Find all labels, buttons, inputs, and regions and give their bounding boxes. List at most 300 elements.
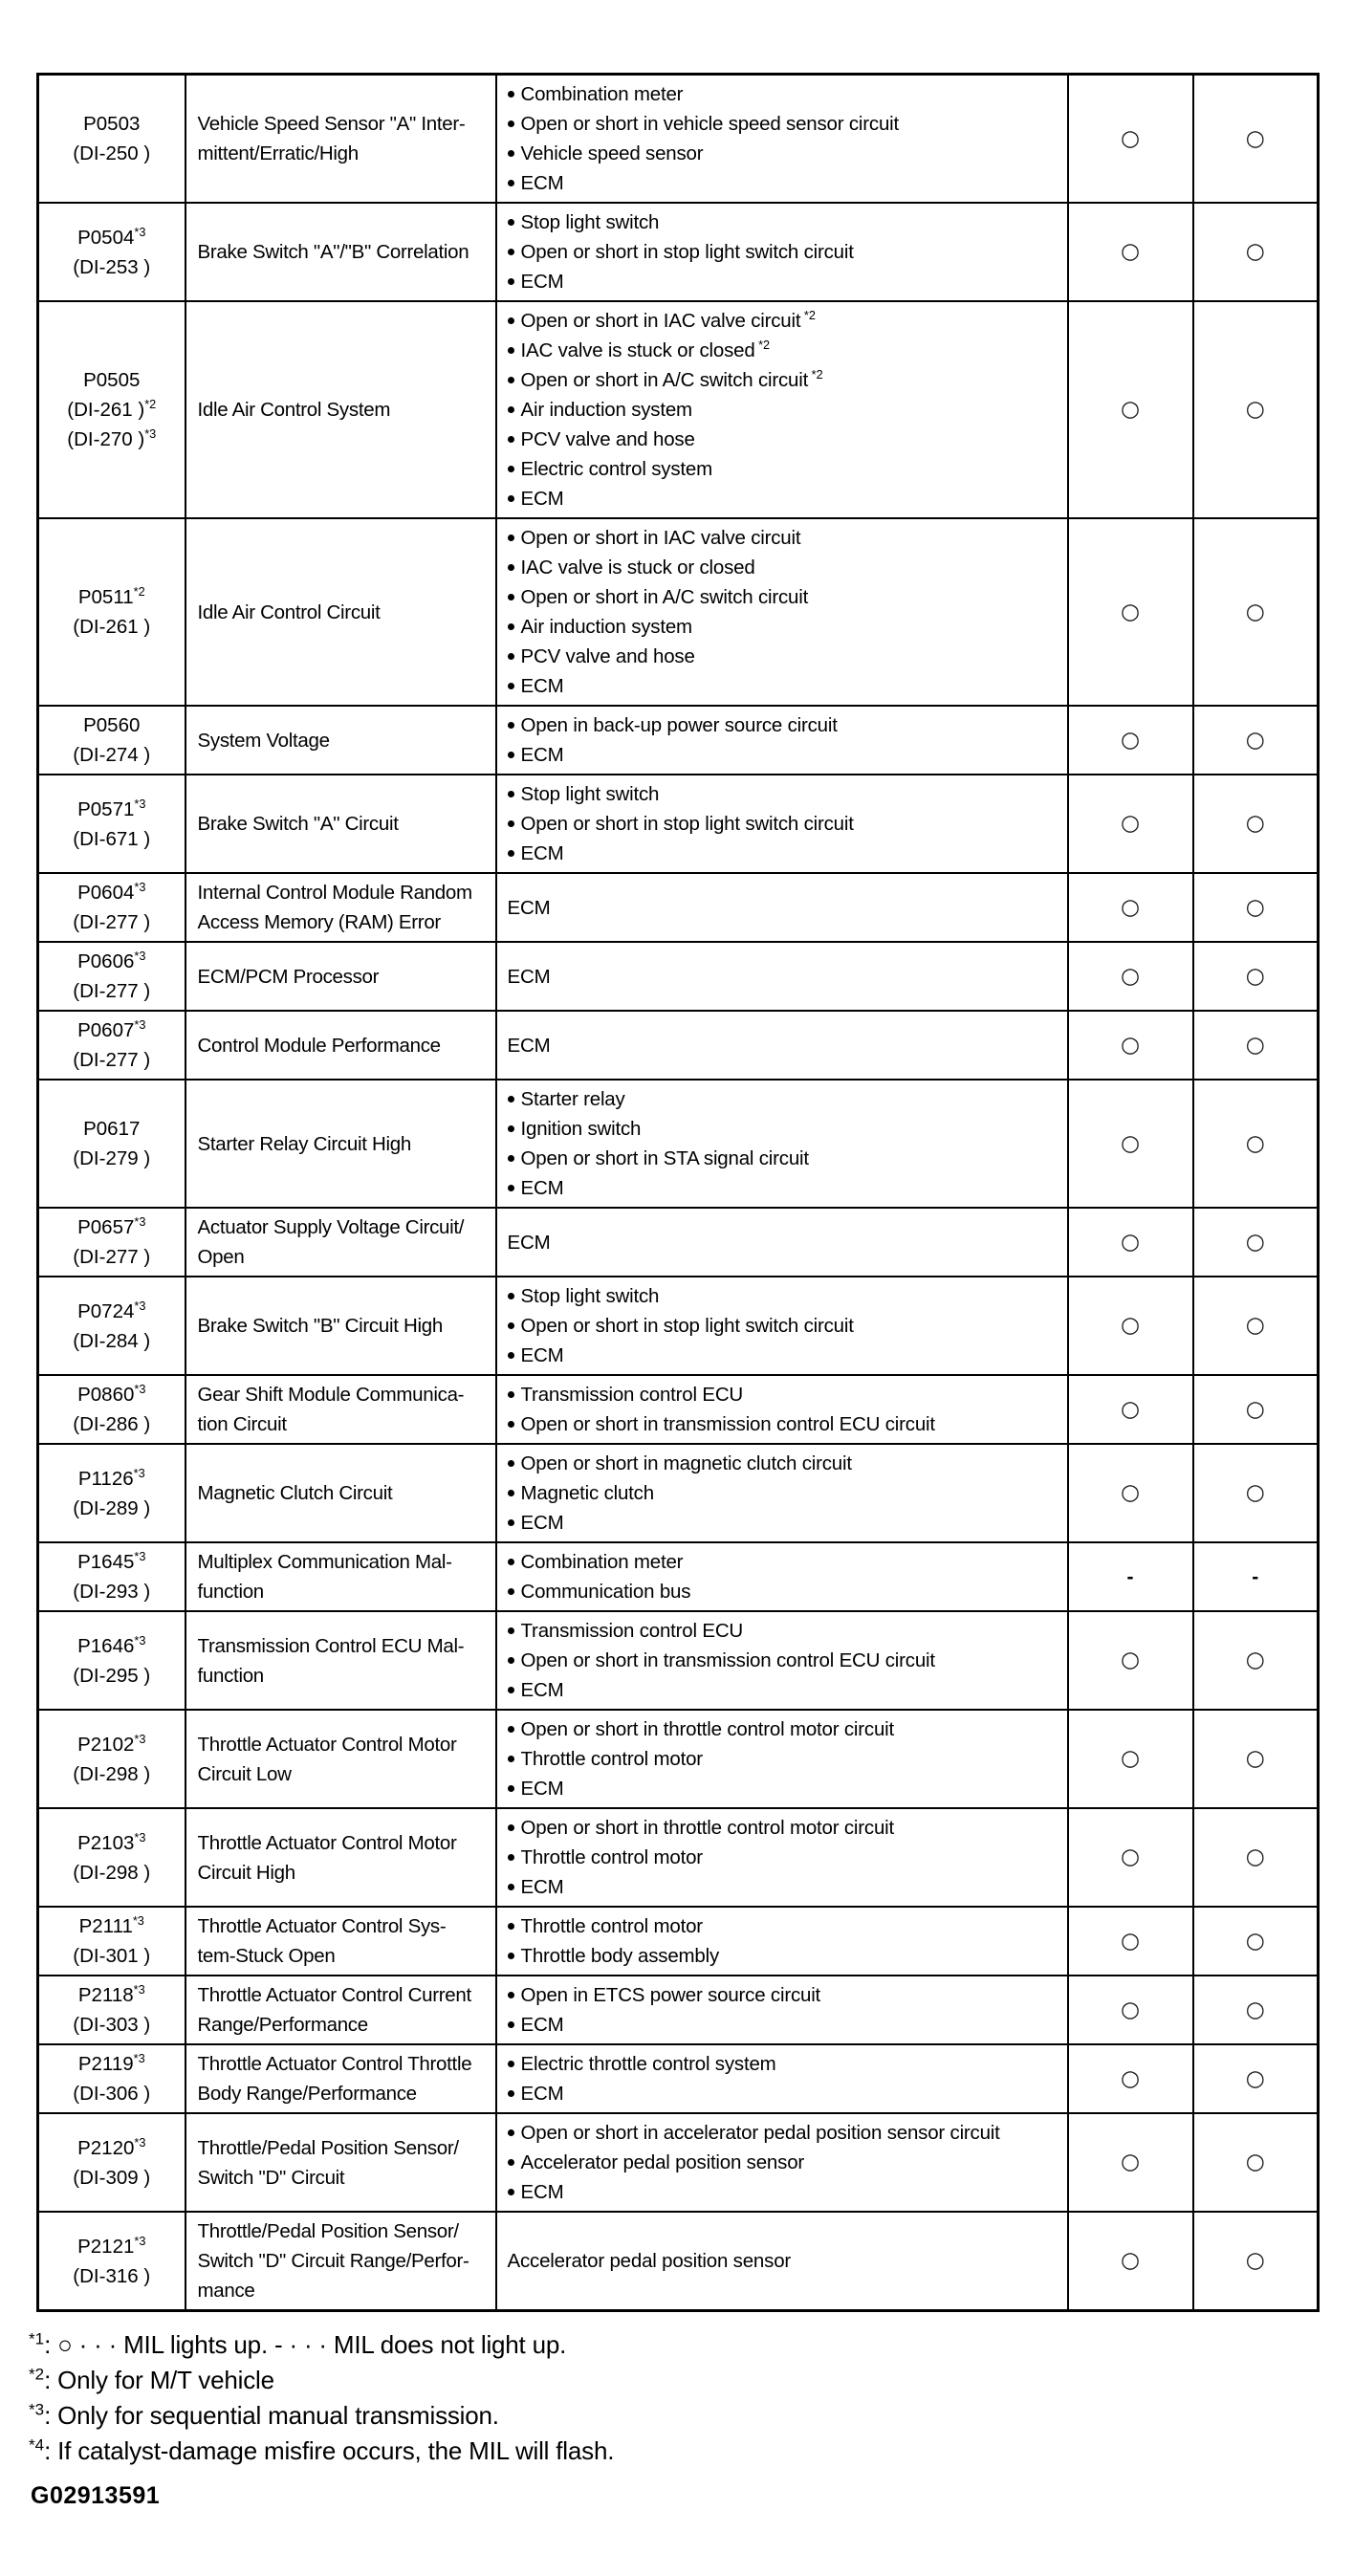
dtc-code-line: (DI-298 )	[73, 1762, 151, 1785]
mil-indicator-cell	[1068, 1277, 1193, 1375]
dtc-code-cell	[38, 1444, 185, 1542]
dtc-description-cell	[185, 1208, 496, 1277]
bullet-icon	[508, 317, 514, 324]
detection-item: Combination meter	[508, 79, 1063, 109]
dtc-code-line: (DI-293 )	[73, 1581, 151, 1603]
dtc-code-line: P0503	[83, 113, 141, 135]
mil-indicator-cell	[1068, 942, 1193, 1011]
detection-item: Throttle body assembly	[508, 1941, 1063, 1971]
detection-item: Electric control system	[508, 454, 1063, 484]
dtc-description-line: Throttle Actuator Control Current	[197, 1984, 471, 2006]
mil-off-dash: -	[1126, 1565, 1134, 1588]
bullet-icon	[508, 1322, 514, 1329]
detection-item: ECM	[508, 484, 1063, 513]
bullet-icon	[508, 1687, 514, 1693]
dtc-code-line: P0504$^{*3}$	[77, 224, 146, 249]
dtc-description-line: Actuator Supply Voltage Circuit/	[197, 1216, 465, 1238]
dtc-code-line: (DI-270 )$^{*3}$	[67, 426, 157, 450]
dtc-code-cell	[38, 1208, 185, 1277]
bullet-icon	[508, 347, 514, 354]
mil-on-circle-icon: ○	[1120, 397, 1141, 422]
bullet-icon	[508, 1923, 514, 1930]
detection-item: Open or short in transmission control ECU circuit	[508, 1409, 1063, 1439]
dtc-code-cell	[38, 1277, 185, 1375]
mil-on-circle-icon: ○	[1245, 811, 1265, 836]
mil-on-circle-icon: ○	[1245, 1032, 1265, 1058]
dtc-code-line: (DI-277 )	[73, 1246, 151, 1268]
mil-indicator-cell	[1068, 75, 1193, 204]
dtc-code-cell	[38, 1080, 185, 1208]
mil-indicator-cell	[1068, 706, 1193, 775]
mil-indicator-cell	[1068, 1710, 1193, 1808]
bullet-icon	[508, 436, 514, 443]
dtc-description-line: Switch "D" Circuit Range/Perfor-	[197, 2250, 469, 2272]
mil-indicator-cell	[1068, 1976, 1193, 2044]
mil-indicator-cell	[1068, 2044, 1193, 2113]
mil-on-circle-icon: ○	[1120, 1396, 1141, 1422]
footnote: $^{*3}$: Only for sequential manual transmission.	[29, 2400, 499, 2430]
detection-items-cell	[496, 942, 1068, 1011]
dtc-code-line: P0571$^{*3}$	[77, 796, 146, 820]
dtc-description-cell	[185, 1542, 496, 1611]
table-row	[38, 1611, 1319, 1710]
detection-item: ECM	[508, 671, 1063, 701]
bullet-icon	[508, 2061, 514, 2067]
detection-item: Ignition switch	[508, 1114, 1063, 1144]
table-row	[38, 873, 1319, 942]
detection-items-cell	[496, 2044, 1068, 2113]
dtc-description-cell	[185, 75, 496, 204]
mil-on-circle-icon: ○	[1120, 2150, 1141, 2174]
dtc-code-cell	[38, 1808, 185, 1907]
footnote: $^{*4}$: If catalyst-damage misfire occurs, the MIL will flash.	[29, 2435, 615, 2465]
detection-item: Accelerator pedal position sensor	[508, 2148, 1063, 2177]
dtc-code-line: (DI-277 )	[73, 980, 151, 1002]
bullet-icon	[508, 150, 514, 157]
dtc-table	[36, 73, 1320, 2312]
mil-on-circle-icon: ○	[1120, 239, 1141, 264]
dtc-code-line: P2120$^{*3}$	[77, 2134, 146, 2159]
detection-items-cell	[496, 1542, 1068, 1611]
bullet-icon	[508, 2090, 514, 2097]
dtc-code-line: P0606$^{*3}$	[77, 949, 146, 972]
detection-item: Vehicle speed sensor	[508, 139, 1063, 168]
detection-items-cell	[496, 1375, 1068, 1444]
dtc-description-line: Throttle Actuator Control Motor	[197, 1733, 457, 1756]
dtc-code-cell	[38, 1710, 185, 1808]
bullet-icon	[508, 1125, 514, 1132]
detection-item: ECM	[507, 965, 551, 988]
dtc-code-line: P0604$^{*3}$	[77, 880, 146, 904]
detection-items-cell	[496, 1976, 1068, 2044]
detection-item: Open or short in stop light switch circuit	[508, 809, 1063, 839]
detection-item: Open or short in throttle control motor circuit	[508, 1813, 1063, 1843]
mil-on-circle-icon: ○	[1120, 1313, 1141, 1338]
detection-item: Throttle control motor	[508, 1744, 1063, 1774]
mil-on-circle-icon: ○	[1120, 2065, 1141, 2091]
dtc-description-line: Internal Control Module Random	[197, 882, 472, 904]
dtc-code-line: P0560	[83, 714, 141, 736]
dtc-description-line: Starter Relay Circuit High	[197, 1132, 411, 1155]
mil-indicator-cell	[1068, 1208, 1193, 1277]
table-row	[38, 1375, 1319, 1444]
mil-indicator-cell	[1068, 203, 1193, 301]
memory-indicator-cell	[1193, 1080, 1319, 1208]
memory-indicator-cell	[1193, 1208, 1319, 1277]
dtc-code-cell	[38, 2212, 185, 2311]
bullet-icon	[508, 1460, 514, 1467]
detection-item: Open or short in stop light switch circuit	[508, 237, 1063, 267]
dtc-description-line: System Voltage	[197, 729, 330, 752]
mil-on-circle-icon: ○	[1245, 894, 1265, 920]
dtc-code-cell	[38, 301, 185, 518]
memory-indicator-cell	[1193, 1444, 1319, 1542]
detection-item: ECM	[508, 740, 1063, 770]
dtc-code-line: (DI-274 )	[73, 744, 151, 766]
mil-indicator-cell	[1068, 1542, 1193, 1611]
dtc-description-line: tion Circuit	[197, 1413, 287, 1435]
bullet-icon	[508, 249, 514, 255]
mil-on-circle-icon: ○	[1120, 1032, 1141, 1058]
bullet-icon	[508, 1391, 514, 1398]
dtc-description-cell	[185, 873, 496, 942]
table-row	[38, 75, 1319, 204]
detection-item: Open or short in transmission control ECU circuit	[508, 1646, 1063, 1675]
dtc-code-cell	[38, 706, 185, 775]
detection-item: ECM	[508, 1872, 1063, 1902]
detection-item: ECM	[508, 1341, 1063, 1370]
bullet-icon	[508, 91, 514, 98]
detection-item: Open or short in STA signal circuit	[508, 1144, 1063, 1173]
dtc-description-line: Open	[197, 1246, 245, 1268]
table-row	[38, 942, 1319, 1011]
dtc-description-cell	[185, 1277, 496, 1375]
dtc-code-line: P0617	[83, 1118, 141, 1140]
dtc-description-line: Vehicle Speed Sensor "A" Inter-	[197, 113, 466, 135]
table-row	[38, 301, 1319, 518]
memory-indicator-cell	[1193, 1611, 1319, 1710]
detection-item: Open or short in A/C switch circuit	[508, 582, 1063, 612]
detection-items-cell	[496, 1710, 1068, 1808]
table-row	[38, 2044, 1319, 2113]
dtc-description-cell	[185, 942, 496, 1011]
bullet-icon	[508, 1756, 514, 1762]
table-row	[38, 706, 1319, 775]
bullet-icon	[508, 2159, 514, 2166]
dtc-code-line: (DI-316 )	[73, 2264, 151, 2287]
dtc-code-cell	[38, 2044, 185, 2113]
dtc-description-line: Range/Performance	[197, 2014, 368, 2036]
table-row	[38, 2212, 1319, 2311]
detection-items-cell	[496, 301, 1068, 518]
dtc-description-line: mittent/Erratic/High	[197, 142, 359, 164]
dtc-code-line: (DI-301 )	[73, 1945, 151, 1967]
dtc-description-cell	[185, 1976, 496, 2044]
bullet-icon	[508, 1588, 514, 1595]
detection-items-cell	[496, 1907, 1068, 1976]
detection-item: Stop light switch	[508, 207, 1063, 237]
bullet-icon	[508, 1155, 514, 1162]
detection-items-cell	[496, 75, 1068, 204]
dtc-code-line: (DI-295 )	[73, 1664, 151, 1687]
dtc-description-cell	[185, 1611, 496, 1710]
detection-items-cell	[496, 873, 1068, 942]
memory-indicator-cell	[1193, 203, 1319, 301]
detection-item: Throttle control motor	[508, 1843, 1063, 1872]
mil-on-circle-icon: ○	[1245, 1229, 1265, 1255]
memory-indicator-cell	[1193, 518, 1319, 706]
mil-on-circle-icon: ○	[1245, 2065, 1265, 2091]
bullet-icon	[508, 2129, 514, 2136]
detection-item: ECM	[508, 168, 1063, 198]
dtc-description-line: ECM/PCM Processor	[197, 965, 380, 988]
bullet-icon	[508, 1824, 514, 1831]
dtc-description-line: Magnetic Clutch Circuit	[197, 1482, 393, 1504]
dtc-code-line: (DI-277 )	[73, 911, 151, 933]
dtc-description-line: Brake Switch "A" Circuit	[197, 813, 399, 835]
memory-indicator-cell	[1193, 2212, 1319, 2311]
dtc-code-line: P2119$^{*3}$	[77, 2051, 145, 2075]
footnote: $^{*1}$: ○ · · · MIL lights up. - · · · MIL does not light up.	[29, 2329, 567, 2359]
detection-item: Magnetic clutch	[508, 1478, 1063, 1508]
bullet-icon	[508, 180, 514, 186]
mil-on-circle-icon: ○	[1245, 1130, 1265, 1156]
dtc-code-cell	[38, 203, 185, 301]
dtc-code-line: P0505	[83, 369, 141, 391]
mil-on-circle-icon: ○	[1245, 239, 1265, 264]
table-row	[38, 1444, 1319, 1542]
dtc-code-line: (DI-277 )	[73, 1049, 151, 1071]
detection-item: Open or short in stop light switch circuit	[508, 1311, 1063, 1341]
dtc-code-cell	[38, 873, 185, 942]
bullet-icon	[508, 535, 514, 541]
memory-indicator-cell	[1193, 706, 1319, 775]
mil-on-circle-icon: ○	[1120, 2248, 1141, 2273]
detection-items-cell	[496, 1277, 1068, 1375]
mil-indicator-cell	[1068, 1011, 1193, 1080]
table-row	[38, 1907, 1319, 1976]
dtc-code-line: (DI-253 )	[73, 255, 151, 278]
detection-items-cell	[496, 1808, 1068, 1907]
memory-indicator-cell	[1193, 1011, 1319, 1080]
dtc-code-line: (DI-261 )	[73, 616, 151, 638]
mil-on-circle-icon: ○	[1120, 125, 1141, 151]
detection-items-cell	[496, 518, 1068, 706]
footnotes	[29, 2327, 614, 2469]
dtc-code-line: (DI-286 )	[73, 1413, 151, 1435]
mil-on-circle-icon: ○	[1245, 1928, 1265, 1954]
dtc-description-line: Control Module Performance	[197, 1034, 441, 1057]
dtc-description-cell	[185, 1907, 496, 1976]
bullet-icon	[508, 752, 514, 758]
memory-indicator-cell	[1193, 75, 1319, 204]
mil-indicator-cell	[1068, 1808, 1193, 1907]
mil-on-circle-icon: ○	[1120, 727, 1141, 753]
dtc-code-line: P0511$^{*2}$	[77, 584, 145, 608]
detection-item: Open or short in accelerator pedal position sensor circuit	[508, 2118, 1063, 2148]
detection-item: ECM	[508, 2177, 1063, 2207]
dtc-description-line: function	[197, 1664, 264, 1687]
dtc-description-line: function	[197, 1581, 264, 1603]
mil-on-circle-icon: ○	[1120, 1229, 1141, 1255]
mil-on-circle-icon: ○	[1245, 397, 1265, 422]
detection-item: Throttle control motor	[508, 1911, 1063, 1941]
bullet-icon	[508, 1627, 514, 1634]
mil-on-circle-icon: ○	[1245, 1396, 1265, 1422]
mil-on-circle-icon: ○	[1245, 727, 1265, 753]
mil-on-circle-icon: ○	[1120, 811, 1141, 836]
mil-on-circle-icon: ○	[1120, 1130, 1141, 1156]
dtc-description-line: Multiplex Communication Mal-	[197, 1551, 452, 1573]
mil-on-circle-icon: ○	[1245, 1313, 1265, 1338]
table-row	[38, 1080, 1319, 1208]
mil-on-circle-icon: ○	[1245, 963, 1265, 989]
detection-item: Open or short in throttle control motor circuit	[508, 1714, 1063, 1744]
table-row	[38, 1208, 1319, 1277]
mil-on-circle-icon: ○	[1245, 125, 1265, 151]
dtc-description-cell	[185, 1080, 496, 1208]
mil-on-circle-icon: ○	[1120, 1997, 1141, 2022]
dtc-code-line: (DI-250 )	[73, 142, 151, 164]
dtc-code-cell	[38, 2113, 185, 2212]
bullet-icon	[508, 683, 514, 689]
dtc-code-line: P2103$^{*3}$	[77, 1829, 146, 1854]
detection-items-cell	[496, 1011, 1068, 1080]
bullet-icon	[508, 564, 514, 571]
detection-item: ECM	[508, 2079, 1063, 2108]
footnote: $^{*2}$: Only for M/T vehicle	[29, 2365, 274, 2394]
dtc-description-cell	[185, 1011, 496, 1080]
detection-item: Stop light switch	[508, 1281, 1063, 1311]
bullet-icon	[508, 1992, 514, 1998]
dtc-code-line: (DI-671 )	[73, 827, 151, 850]
memory-indicator-cell	[1193, 942, 1319, 1011]
mil-on-circle-icon: ○	[1120, 1648, 1141, 1672]
dtc-code-line: (DI-289 )	[73, 1496, 151, 1519]
detection-item: ECM	[507, 896, 551, 919]
dtc-description-line: Transmission Control ECU Mal-	[197, 1634, 465, 1657]
mil-indicator-cell	[1068, 1375, 1193, 1444]
detection-item: IAC valve is stuck or closed	[508, 553, 1063, 582]
dtc-description-line: Throttle/Pedal Position Sensor/	[197, 2220, 459, 2242]
mil-indicator-cell	[1068, 1080, 1193, 1208]
detection-item: ECM	[508, 1508, 1063, 1538]
dtc-description-line: Throttle Actuator Control Throttle	[197, 2053, 472, 2075]
mil-on-circle-icon: ○	[1120, 1480, 1141, 1505]
bullet-icon	[508, 1726, 514, 1733]
dtc-description-line: Brake Switch "A"/"B" Correlation	[197, 241, 469, 263]
dtc-code-line: P2111$^{*3}$	[78, 1913, 144, 1937]
dtc-description-line: Circuit High	[197, 1861, 295, 1884]
dtc-description-line: Circuit Low	[197, 1762, 292, 1785]
mil-on-circle-icon: ○	[1245, 1845, 1265, 1869]
dtc-code-cell	[38, 1542, 185, 1611]
detection-items-cell	[496, 203, 1068, 301]
dtc-code-cell	[38, 942, 185, 1011]
memory-indicator-cell	[1193, 873, 1319, 942]
detection-items-cell	[496, 2212, 1068, 2311]
dtc-description-cell	[185, 1375, 496, 1444]
detection-item: Transmission control ECU	[508, 1616, 1063, 1646]
dtc-code-cell	[38, 1907, 185, 1976]
dtc-description-cell	[185, 1808, 496, 1907]
detection-item: ECM	[508, 1675, 1063, 1705]
detection-item: ECM	[508, 839, 1063, 868]
dtc-code-line: P0607$^{*3}$	[77, 1017, 146, 1041]
dtc-table-body	[38, 75, 1319, 2311]
bullet-icon	[508, 1854, 514, 1861]
mil-on-circle-icon: ○	[1120, 599, 1141, 624]
dtc-description-line: Gear Shift Module Communica-	[197, 1384, 465, 1406]
mil-off-dash: -	[1252, 1565, 1259, 1588]
bullet-icon	[508, 1953, 514, 1959]
mil-on-circle-icon: ○	[1120, 1928, 1141, 1954]
mil-indicator-cell	[1068, 775, 1193, 873]
dtc-description-line: Switch "D" Circuit	[197, 2166, 345, 2189]
bullet-icon	[508, 850, 514, 857]
bullet-icon	[508, 377, 514, 383]
detection-item: ECM	[507, 1034, 551, 1057]
detection-item: Open or short in IAC valve circuit $^{*2}$	[508, 306, 1063, 336]
detection-item: Air induction system	[508, 395, 1063, 425]
dtc-code-cell	[38, 775, 185, 873]
detection-item: Open in back-up power source circuit	[508, 710, 1063, 740]
detection-items-cell	[496, 775, 1068, 873]
table-row	[38, 775, 1319, 873]
figure-id: G02913591	[31, 2482, 161, 2509]
detection-item: Combination meter	[508, 1547, 1063, 1577]
detection-item: PCV valve and hose	[508, 425, 1063, 454]
detection-items-cell	[496, 2113, 1068, 2212]
detection-item: Open or short in IAC valve circuit	[508, 523, 1063, 553]
bullet-icon	[508, 1559, 514, 1565]
mil-indicator-cell	[1068, 1611, 1193, 1710]
memory-indicator-cell	[1193, 1710, 1319, 1808]
detection-item: ECM	[508, 2010, 1063, 2040]
detection-item: Open in ETCS power source circuit	[508, 1980, 1063, 2010]
mil-indicator-cell	[1068, 1444, 1193, 1542]
detection-item: Open or short in magnetic clutch circuit	[508, 1449, 1063, 1478]
detection-item: IAC valve is stuck or closed $^{*2}$	[508, 336, 1063, 365]
memory-indicator-cell	[1193, 301, 1319, 518]
table-row	[38, 1710, 1319, 1808]
bullet-icon	[508, 1185, 514, 1191]
dtc-description-line: Brake Switch "B" Circuit High	[197, 1315, 443, 1337]
bullet-icon	[508, 820, 514, 827]
mil-on-circle-icon: ○	[1245, 1746, 1265, 1771]
dtc-code-line: (DI-284 )	[73, 1329, 151, 1352]
detection-item: Accelerator pedal position sensor	[507, 2250, 792, 2272]
dtc-description-line: Access Memory (RAM) Error	[197, 911, 441, 933]
mil-indicator-cell	[1068, 873, 1193, 942]
dtc-description-cell	[185, 1710, 496, 1808]
dtc-description-line: Throttle Actuator Control Motor	[197, 1831, 457, 1854]
mil-on-circle-icon: ○	[1245, 1480, 1265, 1505]
detection-items-cell	[496, 1208, 1068, 1277]
bullet-icon	[508, 1519, 514, 1526]
dtc-code-cell	[38, 1976, 185, 2044]
bullet-icon	[508, 1884, 514, 1890]
dtc-code-line: (DI-309 )	[73, 2166, 151, 2189]
bullet-icon	[508, 1421, 514, 1428]
dtc-code-cell	[38, 1611, 185, 1710]
dtc-code-line: P1126$^{*3}$	[77, 1465, 145, 1490]
detection-item: Air induction system	[508, 612, 1063, 642]
bullet-icon	[508, 278, 514, 285]
bullet-icon	[508, 2021, 514, 2028]
dtc-description-line: Idle Air Control System	[197, 399, 391, 421]
detection-item: Open or short in vehicle speed sensor circuit	[508, 109, 1063, 139]
